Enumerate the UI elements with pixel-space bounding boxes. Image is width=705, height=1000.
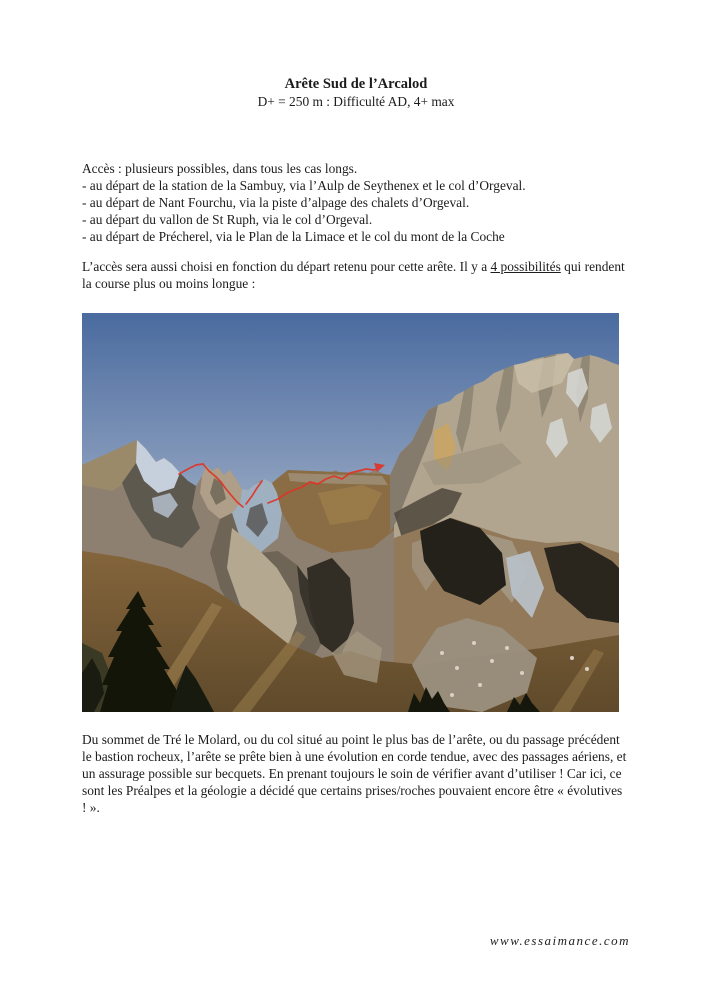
website-footer — [82, 933, 630, 949]
note-text-after: qui rendent la course plus ou moins longue : — [82, 259, 625, 291]
access-section — [82, 160, 630, 245]
note-text-before: L’accès sera aussi choisi en fonction du départ retenu pour cette arête. Il y a — [82, 259, 491, 274]
access-option-st-ruph: - au départ du vallon de St Ruph, via le col d’Orgeval. — [82, 212, 373, 227]
route-note — [82, 258, 630, 292]
route-photo — [82, 313, 619, 712]
access-option-precherel: - au départ de Précherel, via le Plan de la Limace et le col du mont de la Coche — [82, 229, 505, 244]
page-title: Arête Sud de l’Arcalod — [284, 76, 428, 92]
route-description: Du sommet de Tré le Molard, ou du col situé au point le plus bas de l’arête, ou du passage précédent le bastion rocheux, l’arête se prête bien à une évolution en corde tendue, avec des passages aériens, et un assurage possible sur becquets. En prenant toujours le soin de vérifier avant d’utiliser ! Car ici, ce sont les Préalpes et la géologie a décidé que certains prises/roches pouvaient encore être « évolutives ! ». — [82, 732, 627, 815]
note-underlined-text: 4 possibilités — [490, 259, 561, 274]
access-intro: Accès : plusieurs possibles, dans tous les cas longs. — [82, 161, 358, 176]
access-option-nant-fourchu: - au départ de Nant Fourchu, via la piste d’alpage des chalets d’Orgeval. — [82, 195, 470, 210]
access-option-sambuy: - au départ de la station de la Sambuy, via l’Aulp de Seythenex et le col d’Orgeval. — [82, 178, 526, 193]
website-url: www.essaimance.com — [489, 933, 630, 948]
title-block — [82, 76, 630, 110]
page-subtitle: D+ = 250 m : Difficulté AD, 4+ max — [257, 94, 455, 109]
